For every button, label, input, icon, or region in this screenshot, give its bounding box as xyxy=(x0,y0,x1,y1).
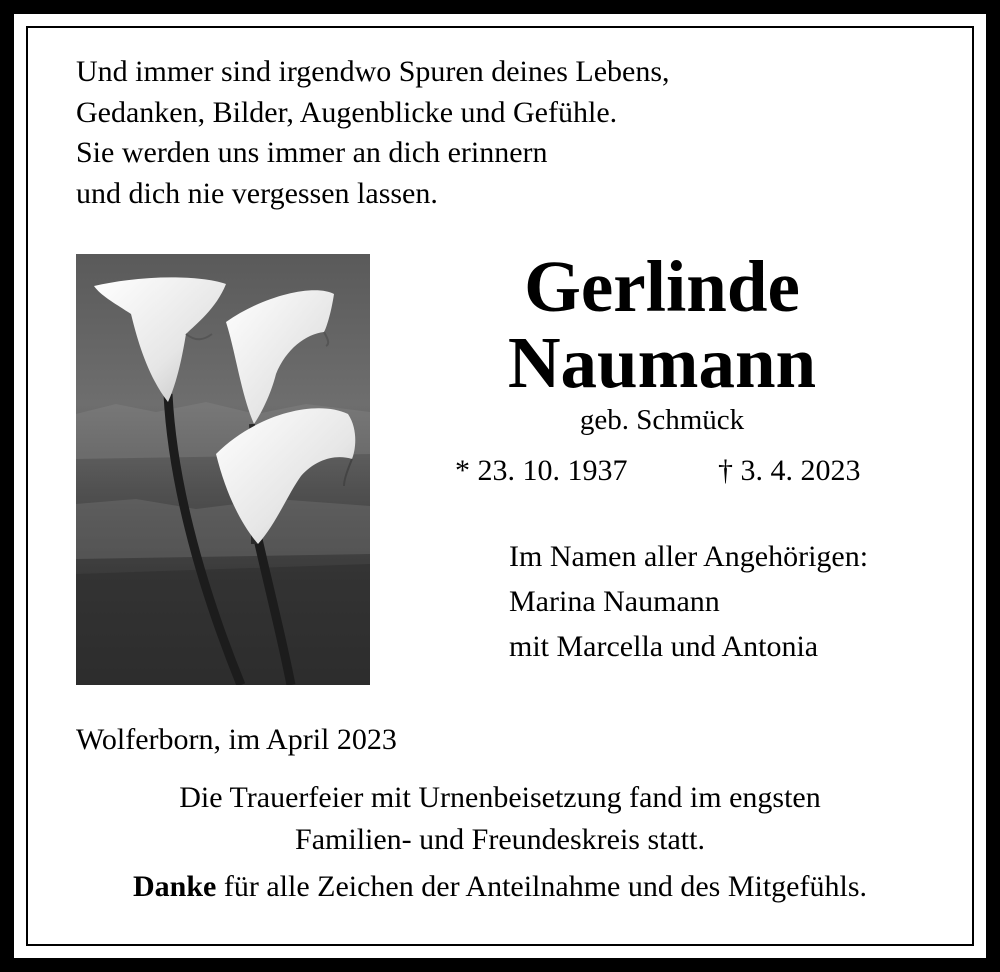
thanks-bold: Danke xyxy=(133,870,217,903)
family-name: Marina Naumann xyxy=(509,585,720,618)
verse-line: Und immer sind irgendwo Spuren deines Lebens, xyxy=(76,55,670,88)
deceased-birth-name: geb. Schmück xyxy=(579,404,745,436)
deceased-last-name: Naumann xyxy=(507,322,817,403)
family-intro: Im Namen aller Angehörigen: xyxy=(509,540,869,573)
calla-lilies-photo xyxy=(76,254,370,685)
deceased-first-name: Gerlinde xyxy=(524,246,800,327)
family-signature xyxy=(509,534,868,669)
place-date: Wolferborn, im April 2023 xyxy=(76,723,397,756)
thanks-rest: für alle Zeichen der Anteilnahme und des Mitgefühls. xyxy=(216,870,867,903)
verse xyxy=(76,52,670,214)
thanks-note xyxy=(60,866,940,908)
ceremony-line: Die Trauerfeier mit Urnenbeisetzung fand im engsten xyxy=(179,781,821,814)
birth-date: * 23. 10. 1937 xyxy=(455,454,628,487)
family-name: mit Marcella und Antonia xyxy=(509,630,819,663)
verse-line: und dich nie vergessen lassen. xyxy=(76,176,438,210)
verse-line: Gedanken, Bilder, Augenblicke und Gefühle. xyxy=(76,95,618,129)
ceremony-note xyxy=(60,777,940,861)
death-date: † 3. 4. 2023 xyxy=(718,454,861,487)
ceremony-line: Familien- und Freundeskreis statt. xyxy=(295,823,705,856)
verse-line: Sie werden uns immer an dich erinnern xyxy=(76,136,548,169)
